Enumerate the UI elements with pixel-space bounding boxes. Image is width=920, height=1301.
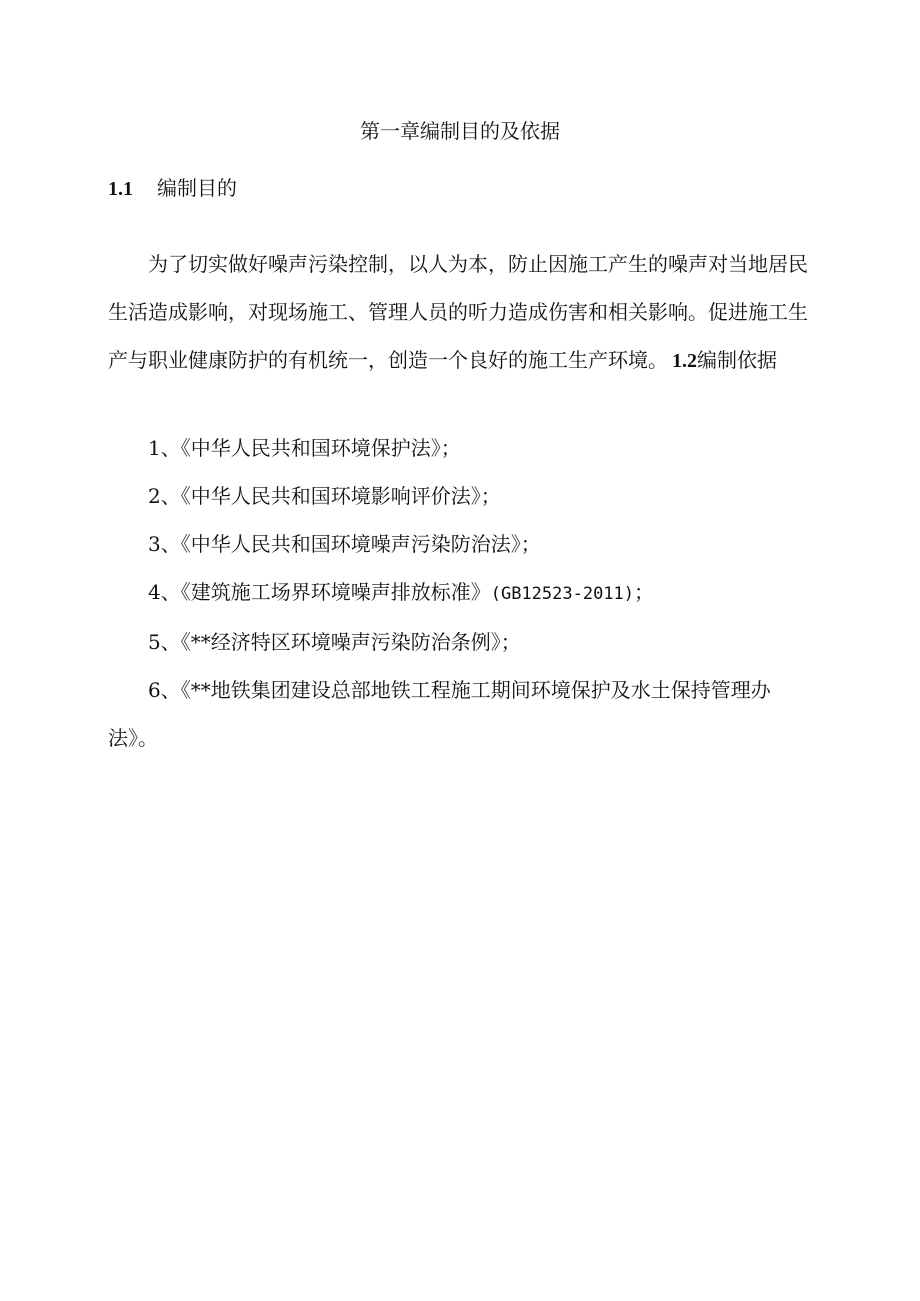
list-item-index: 6、 [148,678,181,702]
section-number-1-2: 1.2 [672,350,697,372]
section-heading-1-1 [108,172,237,205]
list-item-index: 4、 [148,580,181,604]
list-item [108,472,808,520]
section-number: 1.1 [108,178,133,200]
list-item-text: 《**经济特区环境噪声污染防治条例》； [180,630,521,654]
paragraph-text: 为了切实做好噪声污染控制，以人为本，防止因施工产生的噪声对当地居民生活造成影响，对现场施工、管理人员的听力造成伤害和相关影响。促进施工生产与职业健康防护的有机统一，创造一个良好的施工生产环境。 [108,252,808,372]
list-item [108,568,808,618]
section-title-1-2: 编制依据 [697,348,777,372]
basis-list [108,424,808,762]
list-item-index: 3、 [148,532,181,556]
list-item-text: 《中华人民共和国环境噪声污染防治法》； [180,532,541,556]
list-item-punctuation: ； [634,580,655,604]
list-item-index: 1、 [148,436,181,460]
section-title: 编制目的 [157,176,237,200]
list-item [108,520,808,568]
list-item-text: 《中华人民共和国环境保护法》； [180,436,461,460]
purpose-paragraph-block [108,240,808,385]
list-item-index: 2、 [148,484,181,508]
standard-code: (GB12523-2011) [490,584,635,604]
list-item-text: 《**地铁集团建设总部地铁工程施工期间环境保护及水土保持管理办法》。 [108,678,771,750]
list-item [108,666,808,762]
purpose-paragraph [108,240,808,385]
chapter-title: 第一章编制目的及依据 [360,119,560,143]
list-item-text: 《建筑施工场界环境噪声排放标准》 [180,580,491,604]
list-item-text: 《中华人民共和国环境影响评价法》； [180,484,501,508]
list-item [108,618,808,666]
list-item-index: 5、 [148,630,181,654]
list-item [108,424,808,472]
